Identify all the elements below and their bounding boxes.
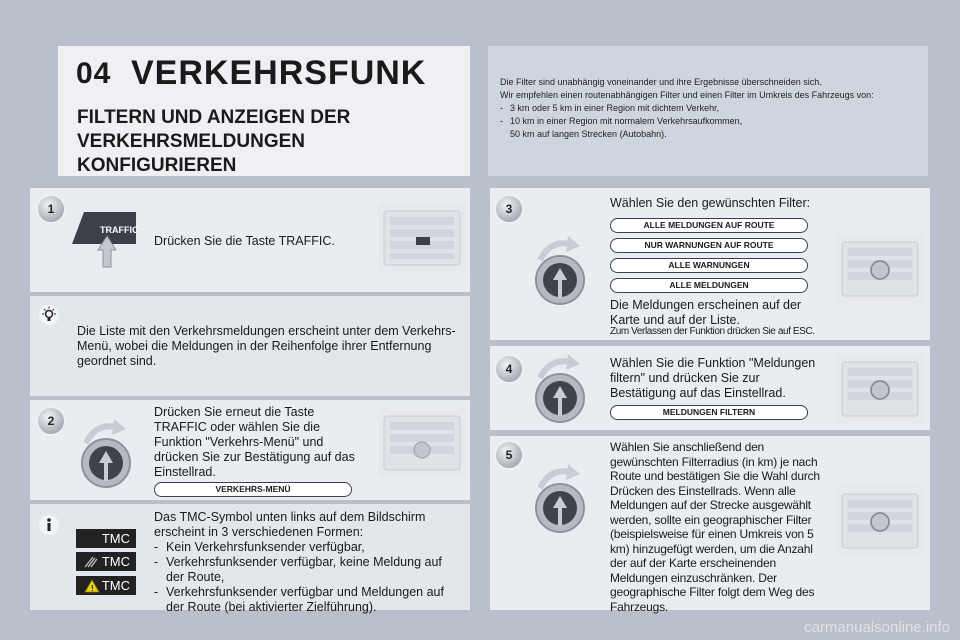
traffic-label: TRAFFIC: [100, 225, 138, 235]
rotary-knob-icon: [76, 415, 136, 491]
info-text: [154, 510, 459, 615]
step3-exit-text: Zum Verlassen der Funktion drücken Sie auf ESC.: [610, 326, 815, 337]
info-icon: [38, 514, 60, 536]
filter-pill-all-route: ALLE MELDUNGEN AUF ROUTE: [610, 218, 808, 233]
step2-badge: 2: [38, 408, 64, 434]
step1-text: Drücken Sie die Taste TRAFFIC.: [154, 234, 335, 248]
page-subtitle: FILTERN UND ANZEIGEN DER VERKEHRSMELDUNGEN KONFIGURIEREN: [77, 107, 351, 176]
note-line: Wir empfehlen einen routenabhängigen Filter und einen Filter im Umkreis des Fahrzeugs von:: [500, 90, 874, 100]
step1-badge: 1: [38, 196, 64, 222]
tip-text: Die Liste mit den Verkehrsmeldungen erscheint unter dem Verkehrs-Menü, wobei die Meldungen in der Reihenfolge ihrer Entfernung geordnet sind.: [77, 324, 456, 368]
tmc-symbol-none: TMC: [76, 529, 136, 548]
filter-pill-warnings-route: NUR WARNUNGEN AUF ROUTE: [610, 238, 808, 253]
note-item-cont: 50 km auf langen Strecken (Autobahn).: [510, 129, 667, 139]
step2-text: Drücken Sie erneut die Taste TRAFFIC oder wählen Sie die Funktion "Verkehrs-Menü" und drücken Sie zur Bestätigung auf das Einstellrad.: [154, 405, 355, 479]
rotary-knob-icon: [530, 232, 590, 308]
filter-pill-all-warnings: ALLE WARNUNGEN: [610, 258, 808, 273]
note-item: - 10 km in einer Region mit normalem Verkehrsaufkommen,: [500, 116, 743, 126]
header-note: [500, 76, 920, 141]
radio-device-image: [378, 408, 466, 478]
radio-device-image: [836, 354, 924, 424]
step4-badge: 4: [496, 356, 522, 382]
tmc-symbol-available: TMC: [76, 552, 136, 571]
note-item: - 3 km oder 5 km in einer Region mit dichtem Verkehr,: [500, 103, 720, 113]
svg-text:!: !: [91, 584, 94, 593]
verkehrs-menu-pill: VERKEHRS-MENÜ: [154, 482, 352, 497]
step3-badge: 3: [496, 196, 522, 222]
step5-text: Wählen Sie anschließend den gewünschten Filterradius (in km) je nach Route und bestätigen Sie die Wahl durch Drücken des Einstellrads. Wenn alle Meldungen auf der Strecke ausgewählt werden, sollte ein geographischer Filter (beispielsweise für einen Umkreis von 5 km) hinzugefügt werden, um die Anzahl der auf der Karte erscheinenden Meldungen einzuschränken. Der geographische Filter folgt dem Weg des Fahrzeugs.: [610, 440, 820, 614]
info-intro: Das TMC-Symbol unten links auf dem Bildschirm erscheint in 3 verschiedenen Formen:: [154, 510, 426, 539]
rotary-knob-icon: [530, 460, 590, 536]
chapter-number: 04: [76, 57, 112, 90]
filter-pill-all-messages: ALLE MELDUNGEN: [610, 278, 808, 293]
step3-text: Die Meldungen erscheinen auf der Karte und auf der Liste.: [610, 298, 802, 327]
page-title: VERKEHRSFUNK: [131, 54, 427, 92]
info-list: [154, 540, 459, 615]
radio-device-image: [836, 486, 924, 556]
step4-text: Wählen Sie die Funktion "Meldungen filtern" und drücken Sie zur Bestätigung auf das Einstellrad.: [610, 356, 816, 400]
watermark: carmanualsonline.info: [804, 619, 950, 636]
rotary-knob-icon: [530, 350, 590, 426]
traffic-button-image: [70, 210, 138, 268]
list-item: - Kein Verkehrsfunksender verfügbar,: [154, 540, 459, 555]
radio-device-image: [378, 203, 466, 273]
list-item: - Verkehrsfunksender verfügbar, keine Meldung auf der Route,: [154, 555, 459, 585]
list-item: - Verkehrsfunksender verfügbar und Meldungen auf der Route (bei aktivierter Zielführung).: [154, 585, 459, 615]
step5-badge: 5: [496, 442, 522, 468]
step3-heading: Wählen Sie den gewünschten Filter:: [610, 196, 811, 210]
tmc-symbol-warning: ! TMC: [76, 576, 136, 595]
lightbulb-icon: [38, 304, 60, 326]
note-line: Die Filter sind unabhängig voneinander und ihre Ergebnisse überschneiden sich.: [500, 77, 822, 87]
radio-device-image: [836, 234, 924, 304]
meldungen-filtern-pill: MELDUNGEN FILTERN: [610, 405, 808, 420]
